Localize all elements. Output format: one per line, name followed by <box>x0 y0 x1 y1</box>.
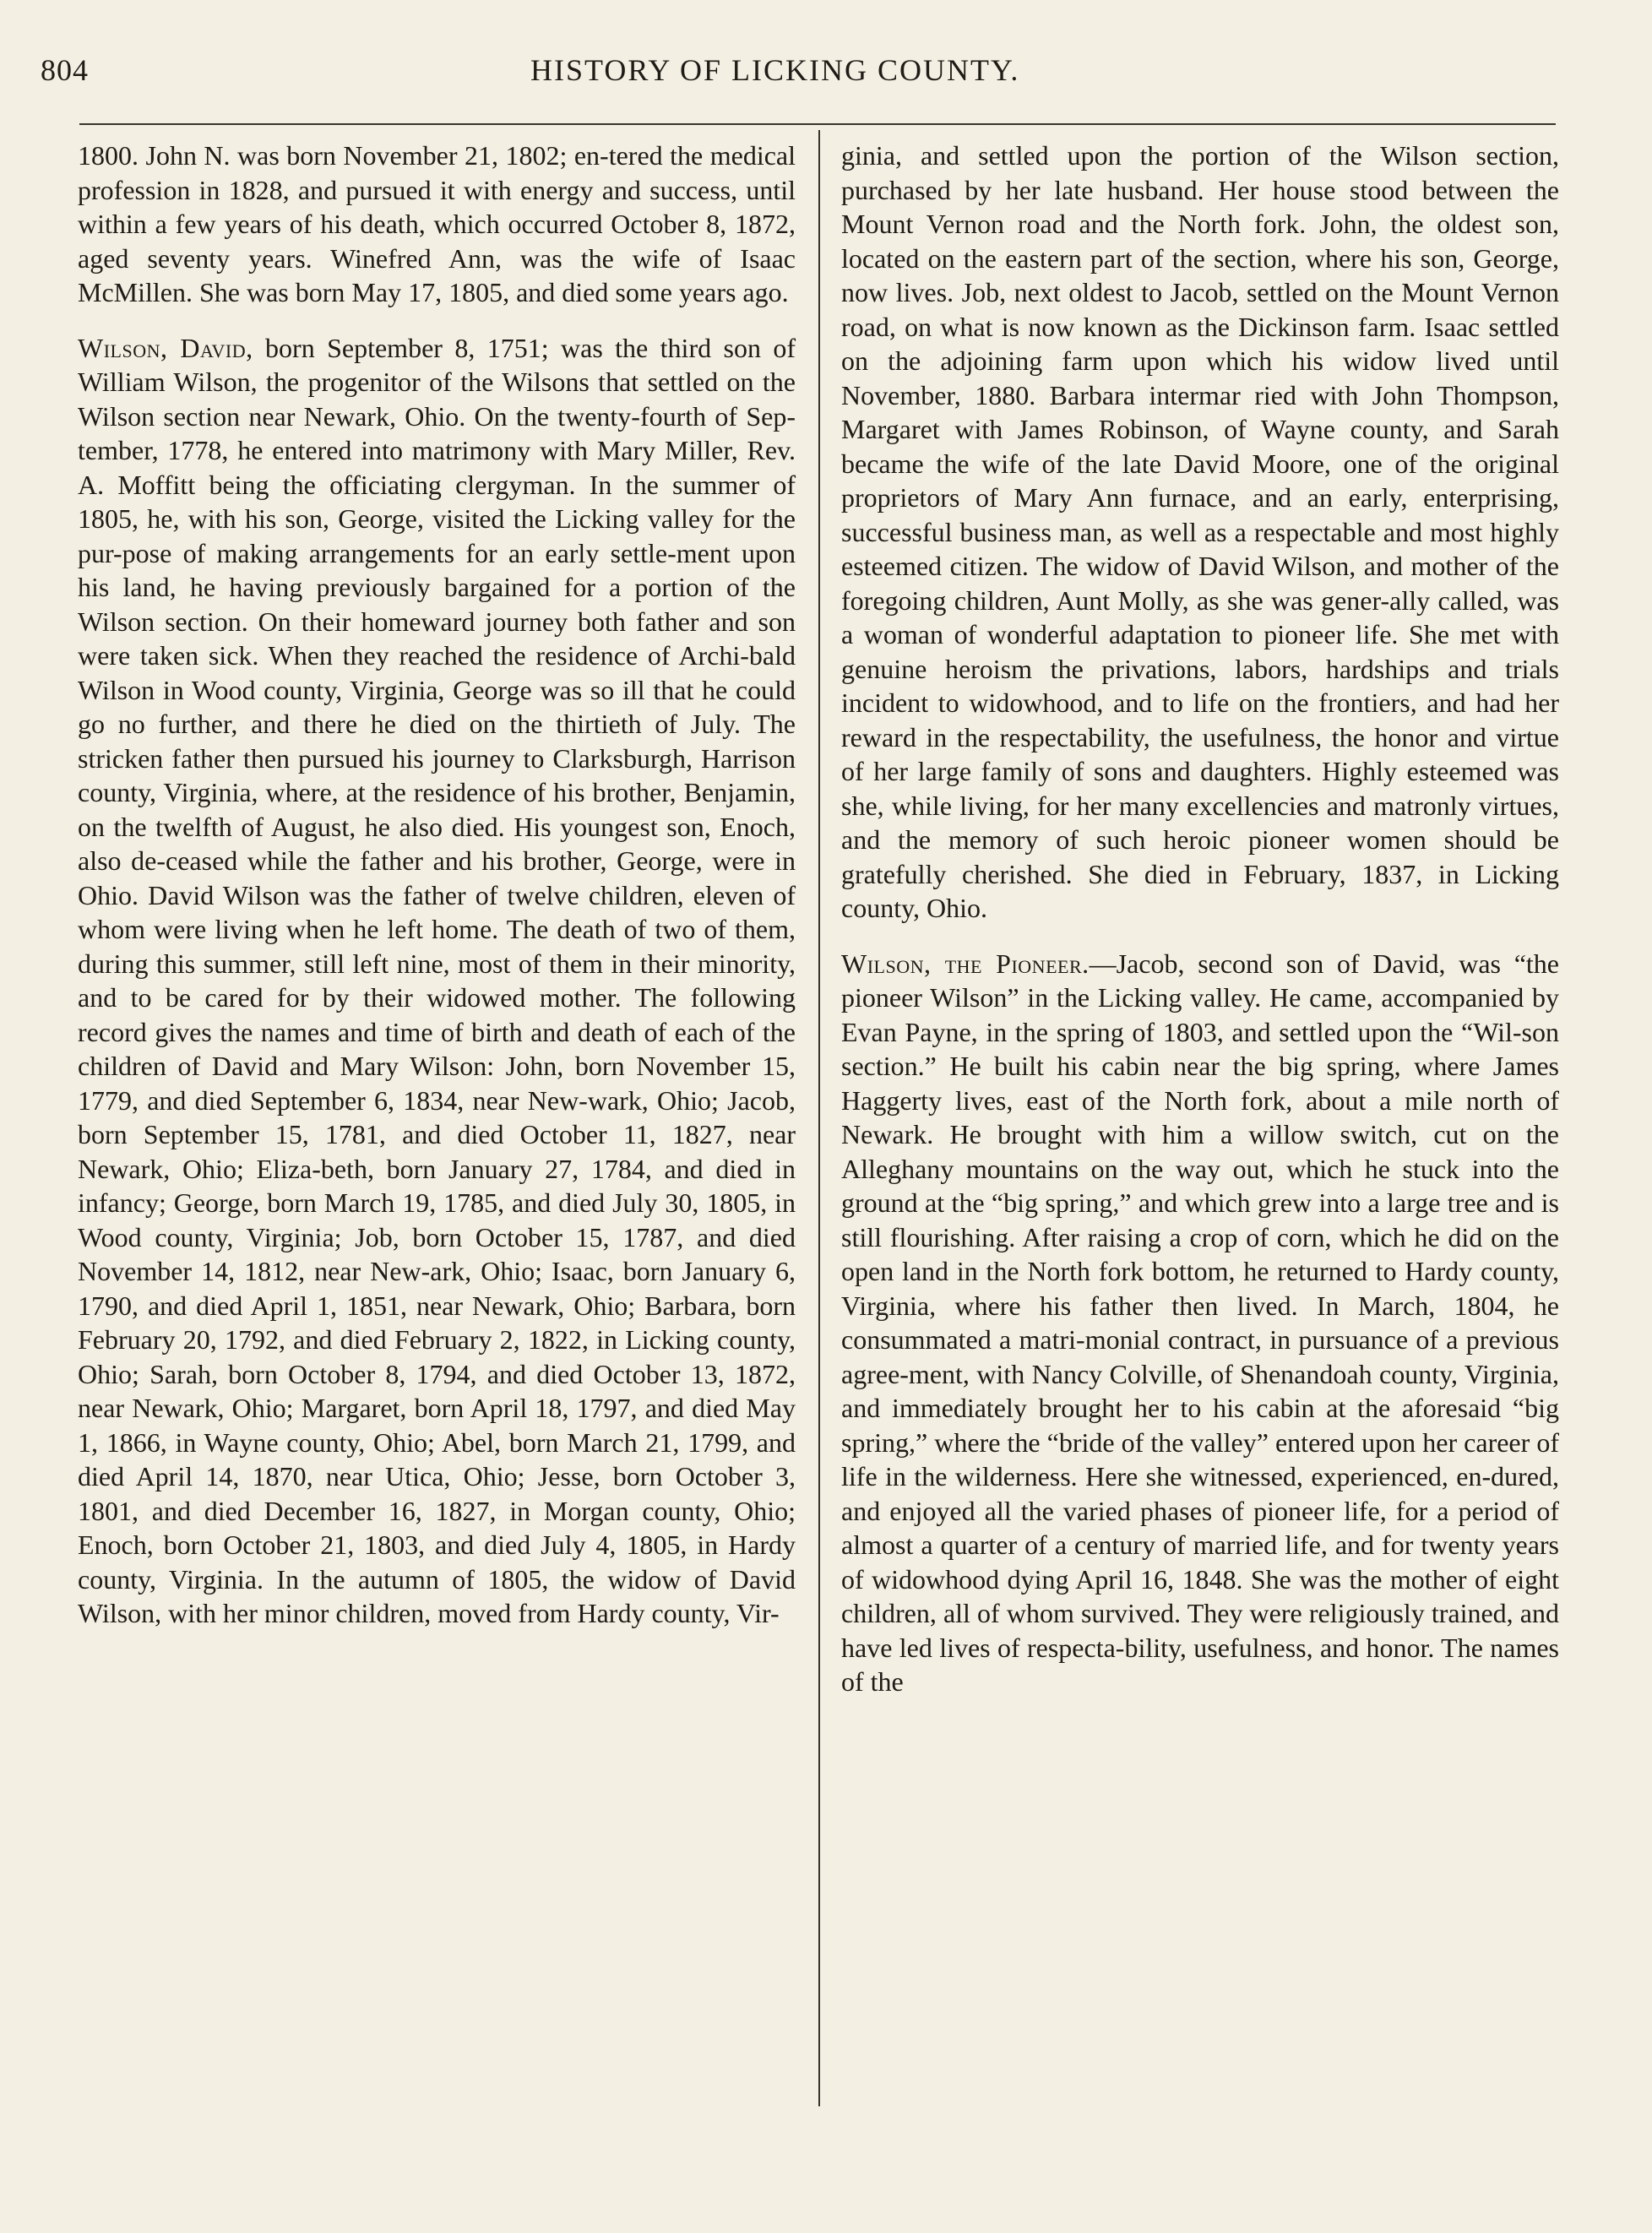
page-number: 804 <box>41 53 89 87</box>
left-paragraph-1 <box>78 139 796 310</box>
entry-heading-wilson-david: Wilson, David, <box>78 332 253 363</box>
entry-heading-wilson-pioneer: Wilson, the Pioneer. <box>841 948 1090 979</box>
left-paragraph-1-text: 1800. John N. was born November 21, 1802; en-tered the medical profession in 1828, and pursued it with energy and success, until within a few years of his death, which occurred October 8, 1872, aged seventy years. Winefred Ann, was the wife of Isaac McMillen. She was born May 17, 1805, and died some years ago. <box>78 140 796 307</box>
right-column <box>841 139 1559 1699</box>
left-column <box>78 139 796 1631</box>
running-head: HISTORY OF LICKING COUNTY. <box>530 53 1020 87</box>
right-paragraph-1 <box>841 139 1559 926</box>
left-paragraph-2-text: born September 8, 1751; was the third son of William Wilson, the progenitor of the Wilsons that settled on the Wilson section near Newark, Ohio. On the twenty-fourth of Sep-tember, 1778, he entered into matrimony with Mary Miller, Rev. A. Moffitt being the officiating clergyman. In the summer of 1805, he, with his son, George, visited the Licking valley for the pur-pose of making arrangements for an early settle-ment upon his land, he having previously bargained for a portion of the Wilson section. On their homeward journey both father and son were taken sick. When they reached the residence of Archi-bald Wilson in Wood county, Virginia, George was so ill that he could go no further, and there he died on the thirtieth of July. The stricken father then pursued his journey to Clarksburgh, Harrison county, Virginia, where, at the residence of his brother, Benjamin, on the twelfth of August, he also died. His youngest son, Enoch, also de-ceased while the father and his brother, George, were in Ohio. David Wilson was the father of twelve children, eleven of whom were living when he left home. The death of two of them, during this summer, still left nine, most of them in their minority, and to be cared for by their widowed mother. The following record gives the names and time of birth and death of each of the children of David and Mary Wilson: John, born November 15, 1779, and died September 6, 1834, near New-wark, Ohio; Jacob, born September 15, 1781, and died October 11, 1827, near Newark, Ohio; Eliza-beth, born January 27, 1784, and died in infancy; George, born March 19, 1785, and died July 30, 1805, in Wood county, Virginia; Job, born October 15, 1787, and died November 14, 1812, near New-ark, Ohio; Isaac, born January 6, 1790, and died April 1, 1851, near Newark, Ohio; Barbara, born February 20, 1792, and died February 2, 1822, in Licking county, Ohio; Sarah, born October 8, 1794, and died October 13, 1872, near Newark, Ohio; Margaret, born April 18, 1797, and died May 1, 1866, in Wayne county, Ohio; Abel, born March 21, 1799, and died April 14, 1870, near Utica, Ohio; Jesse, born October 3, 1801, and died December 16, 1827, in Morgan county, Ohio; Enoch, born October 21, 1803, and died July 4, 1805, in Hardy county, Virginia. In the autumn of 1805, the widow of David Wilson, with her minor children, moved from Hardy county, Vir- <box>78 332 796 1628</box>
right-paragraph-1-text: ginia, and settled upon the portion of the Wilson section, purchased by her late husband. Her house stood between the Mount Vernon road and the North fork. John, the oldest son, located on the eastern part of the section, where his son, George, now lives. Job, next oldest to Jacob, settled on the Mount Vernon road, on what is now known as the Dickinson farm. Isaac settled on the adjoining farm upon which his widow lived until November, 1880. Barbara intermar ried with John Thompson, Margaret with James Robinson, of Wayne county, and Sarah became the wife of the late David Moore, one of the original proprietors of Mary Ann furnace, and an early, enterprising, successful business man, as well as a respectable and most highly esteemed citizen. The widow of David Wilson, and mother of the foregoing children, Aunt Molly, as she was gener-ally called, was a woman of wonderful adaptation to pioneer life. She met with genuine heroism the privations, labors, hardships and trials incident to widowhood, and to life on the frontiers, and had her reward in the respectability, the usefulness, the honor and virtue of her large family of sons and daughters. Highly esteemed was she, while living, for her many excellencies and matronly virtues, and the memory of such heroic pioneer women should be gratefully cherished. She died in February, 1837, in Licking county, Ohio. <box>841 140 1559 923</box>
right-paragraph-2-text: —Jacob, second son of David, was “the pioneer Wilson” in the Licking valley. He came, accompanied by Evan Payne, in the spring of 1803, and settled upon the “Wil-son section.” He built his cabin near the big spring, where James Haggerty lives, east of the North fork, about a mile north of Newark. He brought with him a willow switch, cut on the Alleghany mountains on the way out, which he stuck into the ground at the “big spring,” and which grew into a large tree and is still flourishing. After raising a crop of corn, which he did on the open land in the North fork bottom, he returned to Hardy county, Virginia, where his father then lived. In March, 1804, he consummated a matri-monial contract, in pursuance of a previous agree-ment, with Nancy Colville, of Shenandoah county, Virginia, and immediately brought her to his cabin at the aforesaid “big spring,” where the “bride of the valley” entered upon her career of life in the wilderness. Here she witnessed, experienced, en-dured, and enjoyed all the varied phases of pioneer life, for a period of almost a quarter of a century of married life, and for twenty years of widowhood dying April 16, 1848. She was the mother of eight children, all of whom survived. They were religiously trained, and have led lives of respecta-bility, usefulness, and honor. The names of the <box>841 948 1559 1697</box>
column-divider <box>818 130 820 2106</box>
left-paragraph-2 <box>78 331 796 1631</box>
header-rule <box>79 123 1556 125</box>
right-paragraph-2 <box>841 947 1559 1699</box>
page-header <box>41 52 1561 103</box>
